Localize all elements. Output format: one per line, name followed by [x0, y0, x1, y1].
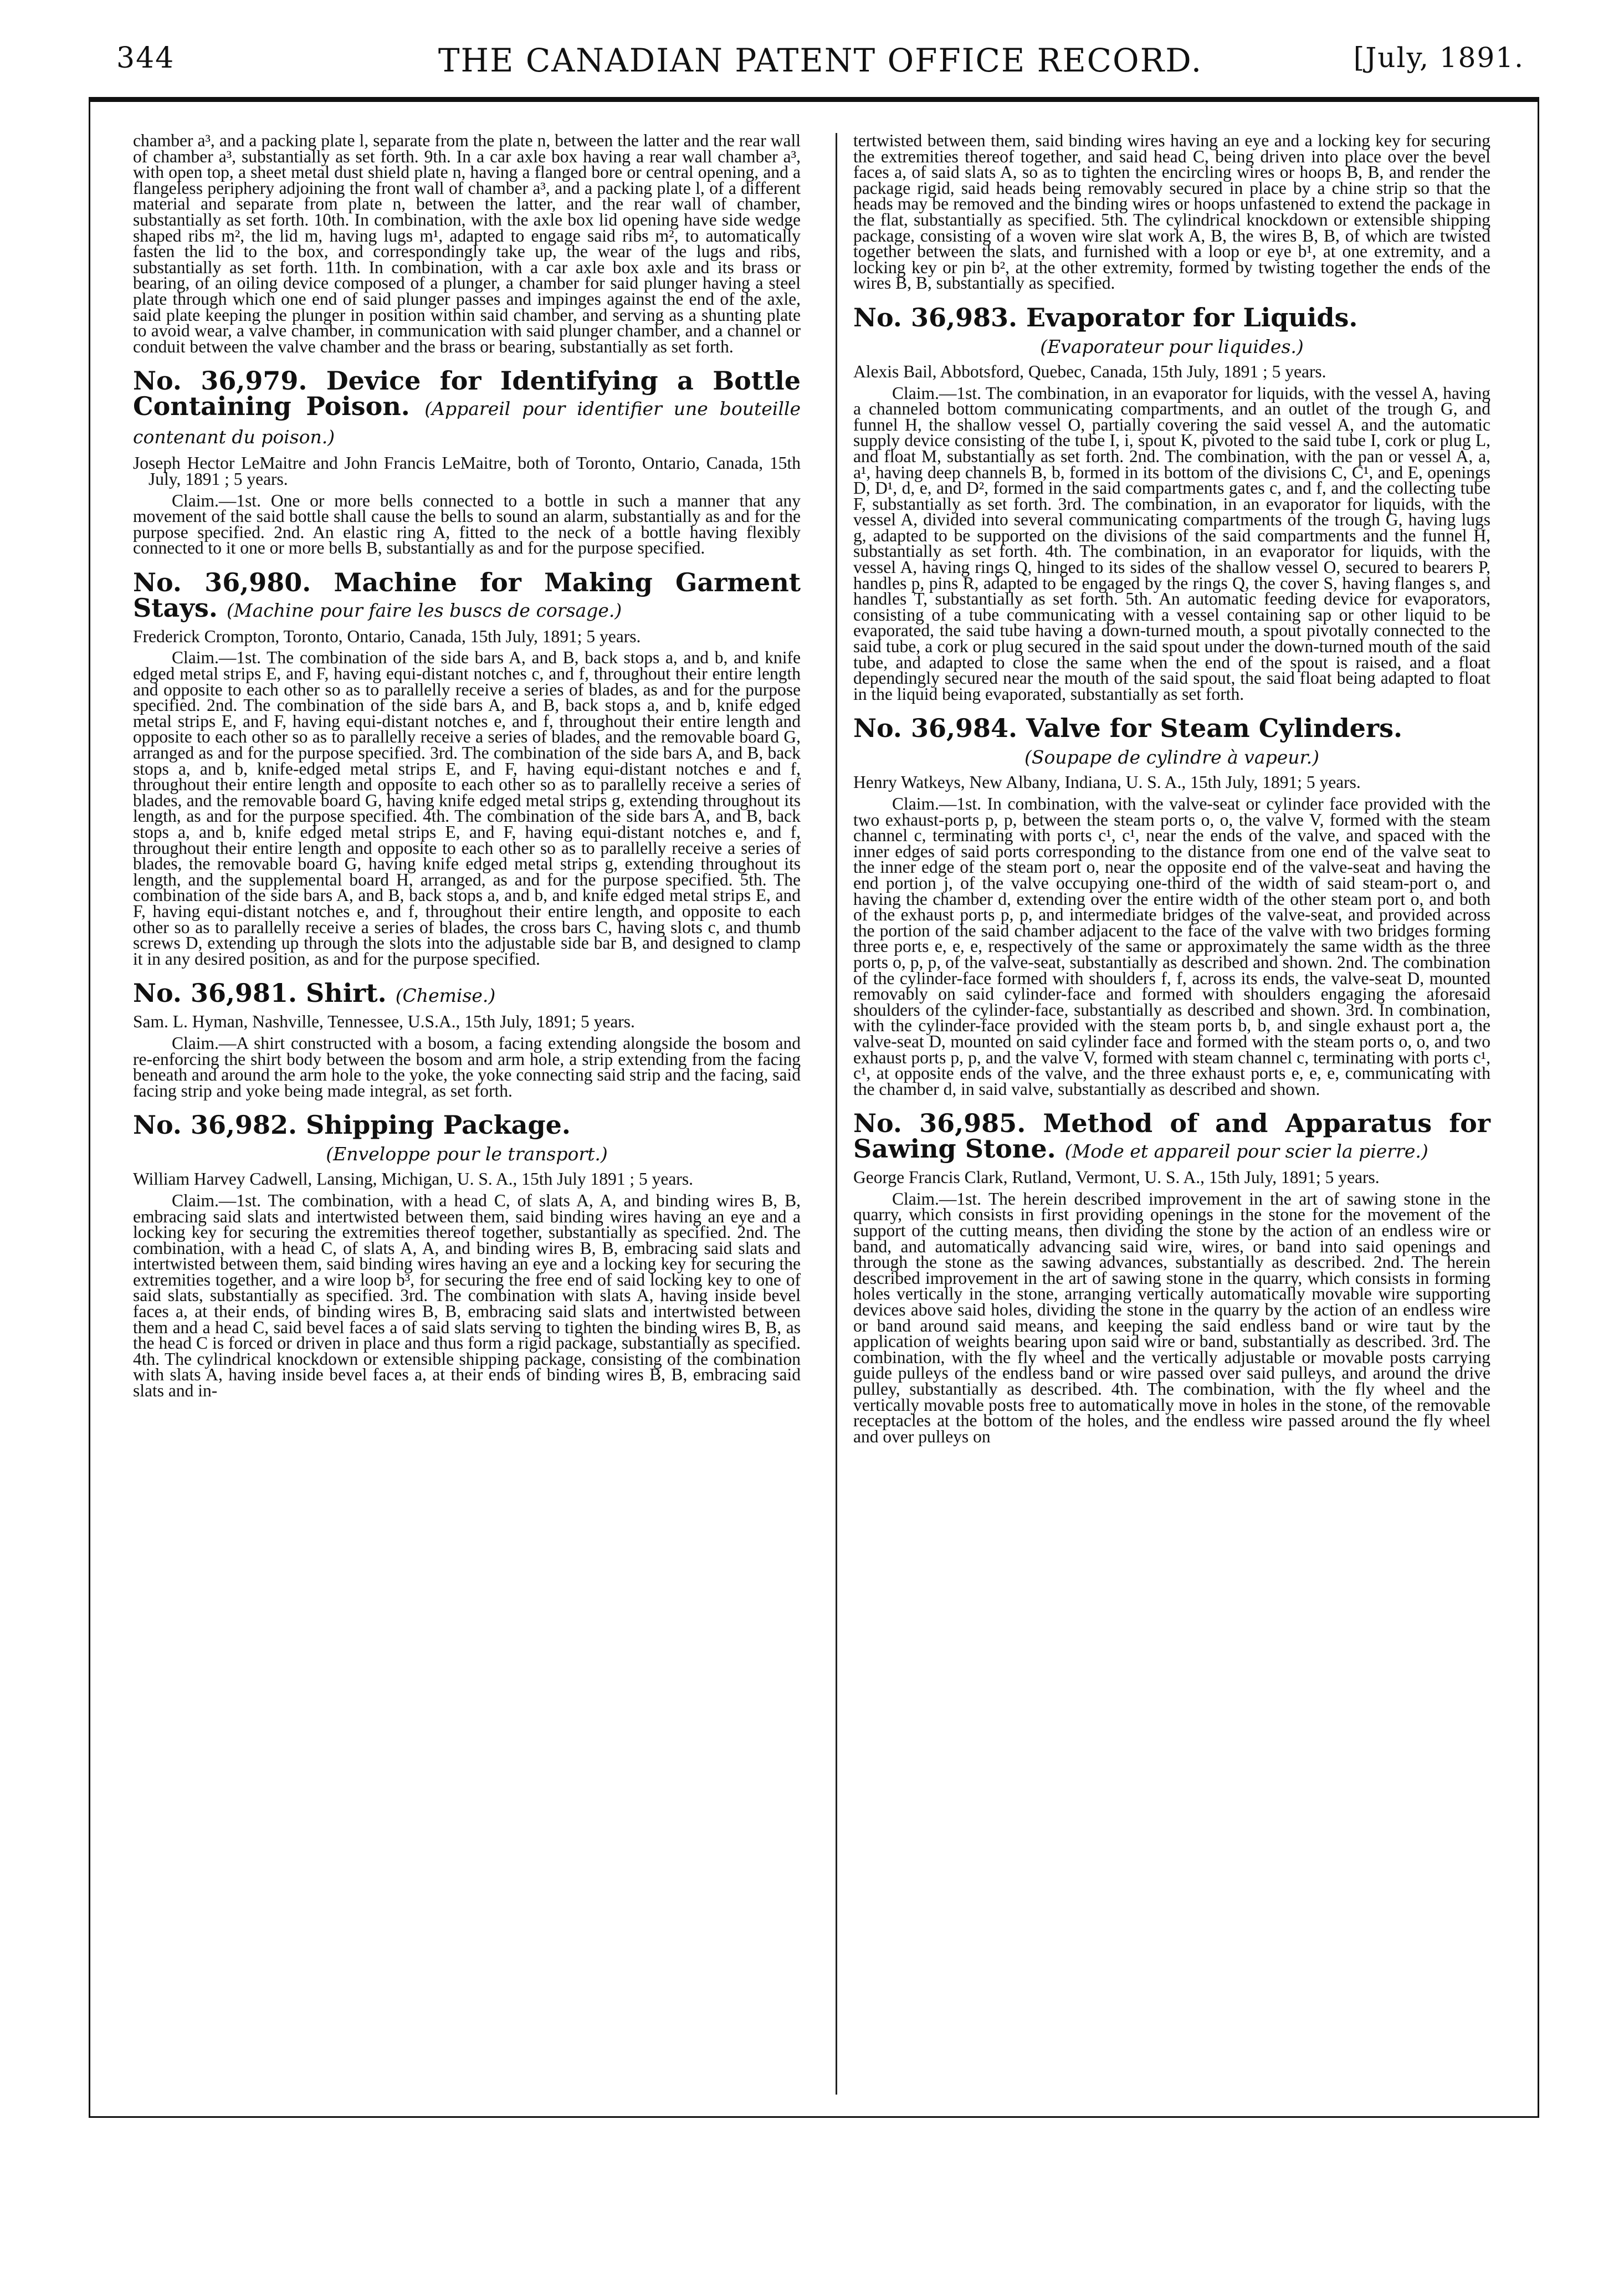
patent-title: Device for Identifying a Bottle Containing Poison.: [133, 366, 801, 422]
patent-heading-36982: [133, 1112, 801, 1138]
patent-claims: Claim.—1st. In combination, with the valve-seat or cylinder face provided with the two exhaust-ports p, p, between the steam ports o, o, the valve V, formed with the steam channel c, terminating with ports c¹, c¹, near the ends of the valve, and spaced with the inner edges of said ports corresponding to the distance from one end of the valve seat to the inner edge of the steam port o, near the opposite end of the valve-seat and having the end portion j, of the valve occupying one-third of the width of said steam-port o, and having the chamber d, extending over the entire width of the other steam port o, and both of the exhaust ports p, p, and intermediate bridges of the valve-seat, and provided across the portion of the said chamber adjacent to the face of the valve with two bridges forming three ports e, e, e, respectively of the same or approximately the same width as the three ports o, p, p, of the valve-seat, substantially as described and shown. 2nd. The combination of the cylinder-face formed with shoulders f, f, across its ends, the valve-seat D, mounted removably on said cylinder-face and formed with shoulders engaging the aforesaid shoulders of the cylinder-face, substantially as described and shown. 3rd. In combination, with the cylinder-face provided with the steam ports b, b, and single exhaust port a, the valve-seat D, mounted on said cylinder face and formed with the steam ports o, o, and two exhaust ports p, p, and the valve V, formed with steam channel c, terminating with ports c¹, c¹, at opposite ends of the valve, and the three exhaust ports e, e, e, communicating with the chamber d, in said valve, substantially as described and shown.: [853, 794, 1490, 1099]
patent-number: No. 36,982.: [133, 1110, 298, 1140]
patent-heading-36979: [133, 368, 801, 450]
patent-number: No. 36,980.: [133, 567, 311, 597]
patent-title: Shipping Package.: [306, 1110, 571, 1140]
patent-french-title: (Chemise.): [395, 985, 496, 1007]
patent-inventor: Henry Watkeys, New Albany, Indiana, U. S. A., 15th July, 1891; 5 years.: [853, 772, 1361, 792]
patent-french-title: (Appareil pour identifier une bouteille contenant du poison.): [133, 398, 801, 448]
patent-french-title: (Enveloppe pour le transport.): [326, 1143, 608, 1165]
patent-title: Machine for Making Garment Stays.: [133, 567, 801, 623]
patent-inventor: Alexis Bail, Abbotsford, Quebec, Canada, 15th July, 1891 ; 5 years.: [853, 361, 1326, 381]
patent-number: No. 36,985.: [853, 1108, 1026, 1139]
patent-french-title: (Machine pour faire les buscs de corsage.): [226, 599, 622, 621]
patent-claims: Claim.—1st. The combination, in an evaporator for liquids, with the vessel A, having a channeled bottom communicating compartments, and an outlet of the trough G, and funnel H, the shallow vessel O, partially covering the said vessel A, and the automatic supply device consisting of the tube I, i, spout K, pivoted to the said tube I, cork or plug L, and float M, substantially as set forth. 2nd. The combination, with the pan or vessel A, a, a¹, having deep channels B, b, formed in its bottom of the divisions C, C¹, and E, openings D, D¹, d, e, and D², formed in the said compartments gates c, and f, and the collecting tube F, substantially as set forth. 3rd. The combination, in an evaporator for liquids, with the vessel A, divided into several communicating compartments of the trough G, having lugs g, adapted to be supported on the divisions of the said compartments and the funnel H, substantially as set forth. 4th. The combination, in an evaporator for liquids, with the vessel A, having rings Q, hinged to its sides of the shallow vessel O, secured to bearers P, handles p, pins R, adapted to be engaged by the rings Q, the cover S, having flanges s, and handles T, substantially as set forth. 5th. An automatic feeding device for evaporators, consisting of a tube communicating with a vessel containing sap or other liquid to be evaporated, the said tube having a down-turned mouth, a spout pivotally connected to the said tube, a cork or plug secured in the said spout under the down-turned mouth of the said tube, and adapted to close the same when the end of the spout is raised, and a float dependingly secured near the mouth of the said spout, the said float being adapted to float in the liquid being evaporated, substantially as set forth.: [853, 383, 1490, 704]
patent-french-title: (Soupape de cylindre à vapeur.): [1024, 746, 1319, 769]
left-column: [133, 133, 801, 1405]
patent-title: Method of and Apparatus for Sawing Stone.: [853, 1108, 1491, 1164]
patent-heading-36985: [853, 1110, 1490, 1164]
patent-inventor: Sam. L. Hyman, Nashville, Tennessee, U.S.A., 15th July, 1891; 5 years.: [133, 1012, 635, 1032]
publication-title: THE CANADIAN PATENT OFFICE RECORD.: [438, 42, 1203, 79]
page-header: [116, 42, 1524, 91]
patent-inventor: Frederick Crompton, Toronto, Ontario, Canada, 15th July, 1891; 5 years.: [133, 626, 641, 646]
patent-claims: Claim.—1st. The combination, with a head C, of slats A, A, and binding wires B, B, embracing said slats and intertwisted between them, said binding wires having an eye and a locking key for securing the extremities thereof together, substantially as specified. 2nd. The combination, with a head C, of slats A, A, and binding wires B, B, embracing said slats and intertwisted between them, said binding wires having an eye and a locking key for securing the extremities together, and a wire loop b³, for securing the free end of said locking key to one of said slats, substantially as specified. 3rd. The combination with slats A, having inside bevel faces a, at their ends, of binding wires B, B, embracing said slats and intertwisted between them and a head C, said bevel faces a of said slats serving to tighten the binding wires B, B, as the head C is forced or driven in place and thus form a rigid package, substantially as specified. 4th. The cylindrical knockdown or extensible shipping package, consisting of the combination with slats A, having inside bevel faces a, at their ends of binding wires B, B, embracing said slats and in-: [133, 1190, 801, 1401]
patent-title: Valve for Steam Cylinders.: [1026, 713, 1403, 744]
patent-claims: Claim.—1st. The combination of the side bars A, and B, back stops a, and b, and knife edged metal strips E, and F, having equi-distant notches c, and f, throughout their entire length and opposite to each other so as to parallelly receive a series of blades, as and for the purpose specified. 2nd. The combination of the side bars A, and B, back stops a, and b, knife edged metal strips E, and F, having equi-distant notches e, and f, throughout their entire length and opposite to each other so as to parallelly receive a series of blades, and the removable board G, arranged as and for the purpose specified. 3rd. The combination of the side bars A, and B, back stops a, and b, knife-edged metal strips E, and F, having equi-distant notches e and f, throughout their entire length and opposite to each other so as to parallelly receive a series of blades, and the removable board G, having knife edged metal strips g, extending throughout its length, as and for the purpose specified. 4th. The combination of the side bars A, and B, back stops a, and b, knife edged metal strips E, and F, having equi-distant notches e, and f, throughout their entire length and opposite to each other so as to parallelly receive a series of blades, the removable board G, having knife edged metal strips g, extending throughout its length, and the supplemental board H, arranged, as and for the purpose specified. 5th. The combination of the side bars A, and B, back stops a, and b, and knife edged metal strips E, and F, having equi-distant notches e, and f, throughout their entire length, and opposite to each other so as to parallelly receive a series of blades, the cross bars C, having slots c, and thumb screws D, extending up through the slots into the adjustable side bar B, and designed to clamp it in any desired position, as and for the purpose specified.: [133, 648, 801, 969]
patent-claims: Claim.—A shirt constructed with a bosom, a facing extending alongside the bosom and re-enforcing the shirt body between the bosom and arm hole, a strip extending from the facing beneath and around the arm hole to the yoke, the yoke connecting said strip and the facing, said facing strip and yoke being made integral, as set forth.: [133, 1033, 801, 1100]
patent-title: Shirt.: [306, 978, 387, 1008]
patent-heading-36981: [133, 980, 801, 1008]
patent-heading-36983: [853, 302, 1490, 332]
patent-inventor: George Francis Clark, Rutland, Vermont, U. S. A., 15th July, 1891; 5 years.: [853, 1168, 1380, 1187]
patent-title: Evaporator for Liquids.: [1026, 302, 1358, 332]
patent-number: No. 36,983.: [853, 302, 1018, 332]
patent-claims: Claim.—1st. One or more bells connected to a bottle in such a manner that any movement of the said bottle shall cause the bells to sound an alarm, substantially as and for the purpose specified. 2nd. An elastic ring A, fitted to the neck of a bottle having flexibly connected to it one or more bells B, substantially as and for the purpose specified.: [133, 490, 801, 558]
right-column: [853, 133, 1490, 1450]
patent-claims: Claim.—1st. The herein described improvement in the art of sawing stone in the quarry, which consists in first providing openings in the stone for the movement of the support of the cutting means, then dividing the stone by the action of an endless wire or band, and automatically advancing said wire, wires, or band into said openings and through the stone as the sawing advances, substantially as described. 2nd. The herein described improvement in the art of sawing stone in the quarry, which consists in forming holes vertically in the stone, arranging vertically automatically movable wire supporting devices above said holes, dividing the stone in the quarry by the action of an endless wire or band around said means, and keeping the said endless band or wire taut by the application of weights bearing upon said wire or band, substantially as described. 3rd. The combination, with the fly wheel and the vertically adjustable or movable posts carrying guide pulleys of the endless band or wire passed over said pulleys, and around the drive pulley, substantially as described. 4th. The combination, with the fly wheel and the vertically movable posts free to automatically move in holes in the stone, of the removable receptacles at the bottom of the holes, and the endless wire passed around the fly wheel and over pulleys on: [853, 1189, 1490, 1446]
patent-heading-36980: [133, 567, 801, 623]
continued-claims: chamber a³, and a packing plate l, separate from the plate n, between the latter and the rear wall of chamber a³, substantially as set forth. 9th. In a car axle box having a rear wall chamber a³, with open top, a sheet metal dust shield plate n, having a flanged bore or central opening, and a flangeless periphery adjoining the front wall of chamber a³, and a packing plate l, of a different material and separate from plate n, between the latter, and the rear wall of chamber, substantially as set forth. 10th. In combination, with the axle box lid opening have side wedge shaped ribs m², the lid m, having lugs m¹, adapted to engage said ribs m², to automatically fasten the lid to the box, and correspondingly take up, the wear of the lugs and ribs, substantially as set forth. 11th. In combination, with a car axle box axle and its brass or bearing, of an oiling device composed of a plunger, a chamber for said plunger having a steel plate through which one end of said plunger passes and impinges against the end of the axle, said plate keeping the plunger in position within said chamber, and serving as a shunting plate to avoid wear, a valve chamber, in communication with said plunger chamber, and a channel or conduit between the valve chamber and the brass or bearing, substantially as set forth.: [133, 131, 801, 356]
continued-claims: tertwisted between them, said binding wires having an eye and a locking key for securing the extremities thereof together, and said head C, being driven into place over the bevel faces a, of said slats A, so as to tighten the encircling wires or hoops B, B, and render the package rigid, said heads being removably secured in place by a chine strip so that the heads may be removed and the binding wires or hoops unfastened to extend the package in the flat, substantially as specified. 5th. The cylindrical knockdown or extensible shipping package, consisting of a woven wire slat work A, B, the wires B, B, of which are twisted together between the slats, and furnished with a loop or eye b¹, at one extremity, and a locking key or pin b², at the other extremity, formed by twisting together the ends of the wires B, B, substantially as specified.: [853, 131, 1490, 293]
patent-french-title: (Mode et appareil pour scier la pierre.): [1064, 1140, 1428, 1163]
column-divider: [836, 133, 837, 2095]
patent-inventor: Joseph Hector LeMaitre and John Francis LeMaitre, both of Toronto, Ontario, Canada, 15th July, 1891 ; 5 years.: [133, 453, 801, 489]
issue-date: [July, 1891.: [1353, 42, 1524, 74]
patent-number: No. 36,979.: [133, 366, 308, 396]
patent-french-title: (Evaporateur pour liquides.): [1040, 335, 1304, 357]
patent-inventor: William Harvey Cadwell, Lansing, Michigan, U. S. A., 15th July 1891 ; 5 years.: [133, 1169, 693, 1189]
patent-number: No. 36,981.: [133, 978, 298, 1008]
patent-heading-36984: [853, 713, 1490, 744]
patent-number: No. 36,984.: [853, 713, 1018, 744]
page-number: 344: [116, 42, 175, 75]
